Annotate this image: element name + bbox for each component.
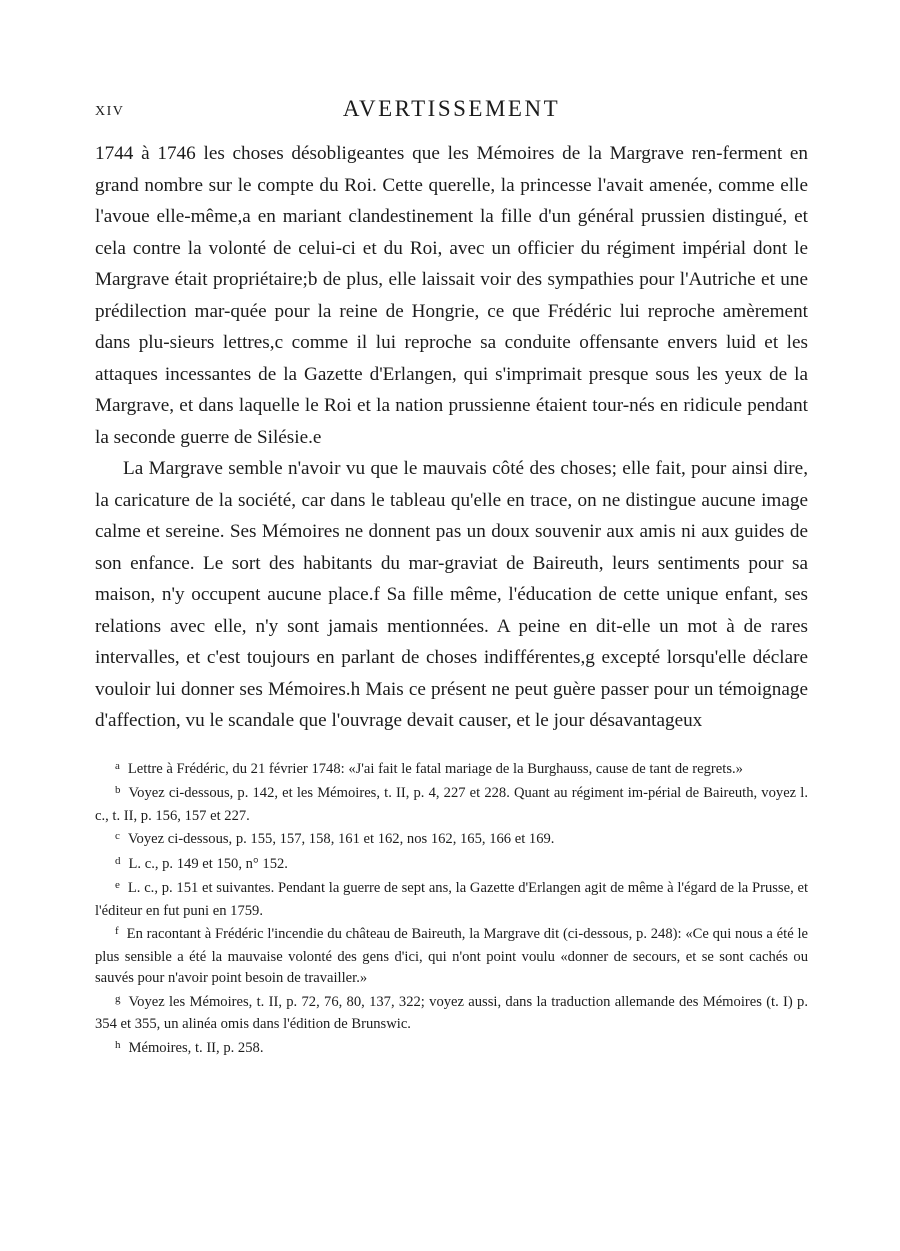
footnote-line: Voyez ci-dessous, p. 155, 157, 158, 161 et 162, nos 162, 165, 166 et 169. [127, 831, 555, 847]
footnote-line: Mémoires, t. II, p. 258. [128, 1039, 264, 1056]
text-line: Sa fille même, l'éducation de cette unique enfant, ses relations avec elle, n'y sont [95, 584, 808, 637]
text-line: sieurs lettres,c comme il lui reproche sa conduite offensante envers luid et les [169, 332, 808, 353]
text-line: ainsi dire, la caricature de la société, car dans le tableau qu'elle en trace, on ne [95, 458, 808, 511]
footnote-d [95, 854, 808, 877]
page-number: XIV [95, 104, 125, 119]
text-line: distingue aucune image calme et sereine. Ses Mémoires ne donnent pas un doux [95, 489, 808, 542]
footnote-line: «donner de secours, et se sont cachés ou sauvés pour n'avoir point besoin de travailler.» [95, 948, 808, 986]
footnote-f [95, 924, 808, 990]
footnote-line: tant de regrets.» [649, 760, 743, 777]
text-line: l'avait amenée, comme elle l'avoue elle-même,a en mariant clandestinement la [95, 174, 808, 227]
footnote-c [95, 829, 808, 852]
footnote-h [95, 1038, 808, 1061]
text-line: yeux de la Margrave, et dans laquelle le Roi et la nation prussienne étaient tour- [95, 363, 809, 416]
text-line: graviat de Baireuth, leurs sentiments pour sa maison, n'y occupent aucune place.f [95, 552, 808, 605]
running-head [95, 92, 808, 128]
footnote-marker: h [115, 1038, 121, 1051]
footnote-line: Voyez les Mémoires, t. II, p. 72, 76, 80, 137, 322; voyez aussi, dans la traduction allemande [128, 993, 679, 1010]
footnote-g [95, 992, 808, 1036]
text-line: ferment en grand nombre sur le compte du Roi. Cette querelle, la princesse [95, 143, 808, 196]
text-line: nés en ridicule pendant la seconde guerre de Silésie.e [95, 395, 808, 448]
footnote-line: Voyez ci-dessous, p. 142, et les Mémoires, t. II, p. 4, 227 et 228. Quant au régiment im- [128, 785, 648, 801]
footnote-marker: c [115, 830, 120, 842]
text-line: quée pour la reine de Hongrie, ce que Frédéric lui reproche amèrement dans plu- [95, 300, 808, 353]
footnote-line: L. c., p. 149 et 150, n° 152. [128, 855, 288, 872]
footnote-line: Lettre à Frédéric, du 21 février 1748: «J'ai fait le fatal mariage de la Burghauss, cause de [127, 760, 650, 777]
footnote-b [95, 783, 808, 827]
book-page [95, 92, 808, 1062]
text-line: Roi, avec un officier du régiment impérial dont le Margrave était propriétaire;b [95, 237, 808, 290]
text-line: toujours en parlant de choses indifférentes,g excepté lorsqu'elle déclare vouloir lui [95, 647, 808, 700]
footnotes [95, 759, 808, 1061]
page-title: AVERTISSEMENT [342, 96, 561, 121]
body-text [95, 138, 808, 737]
footnote-line: L. c., p. 151 et suivantes. Pendant la guerre de sept ans, la Gazette d'Erlangen agit de même [127, 880, 668, 896]
text-line: jamais mentionnées. A peine en dit-elle un mot à de rares intervalles, et c'est [95, 615, 808, 668]
footnote-marker: a [115, 759, 120, 772]
footnote-line: «Ce qui nous a été le plus sensible a été la mauvaise volonté des gens d'ici, qui n'ont point voulu [95, 926, 808, 965]
footnote-e [95, 878, 808, 922]
text-line: d'affection, vu le scandale que l'ouvrage devait causer, et le jour désavantageux [95, 710, 703, 731]
footnote-marker: e [115, 879, 120, 891]
paragraph-1 [95, 138, 808, 453]
text-line: de plus, elle laissait voir des sympathies pour l'Autriche et une prédilection mar- [95, 269, 808, 322]
footnote-marker: b [115, 784, 121, 796]
footnote-line: périal de Baireuth, voyez l. c., t. II, p. 156, 157 et 227. [95, 785, 808, 824]
footnote-marker: d [115, 854, 121, 867]
text-line: fille d'un général prussien distingué, et cela contre la volonté de celui-ci et du [95, 206, 808, 259]
text-line: La Margrave semble n'avoir vu que le mauvais côté des choses; elle fait, pour [123, 458, 732, 479]
footnote-line: des Mémoires (t. I) p. 354 et 355, un alinéa omis dans l'édition de Brunswic. [95, 993, 808, 1032]
footnote-line: En racontant à Frédéric l'incendie du château de Baireuth, la Margrave dit (ci-dessous, p. 248): [126, 926, 686, 942]
text-line: souvenir aux amis ni aux guides de son enfance. Le sort des habitants du mar- [95, 521, 808, 574]
footnote-a [95, 759, 808, 782]
footnote-marker: g [115, 992, 121, 1005]
footnote-marker: f [115, 925, 119, 937]
footnote-line: à l'égard de la Prusse, et l'éditeur en fut puni en 1759. [95, 880, 808, 919]
text-line: attaques incessantes de la Gazette d'Erlangen, qui s'imprimait presque sous les [95, 363, 725, 385]
text-line: 1744 à 1746 les choses désobligeantes que les Mémoires de la Margrave ren- [95, 143, 723, 164]
paragraph-2 [95, 453, 808, 737]
text-line: donner ses Mémoires.h Mais ce présent ne peut guère passer pour un témoignage [180, 678, 808, 700]
